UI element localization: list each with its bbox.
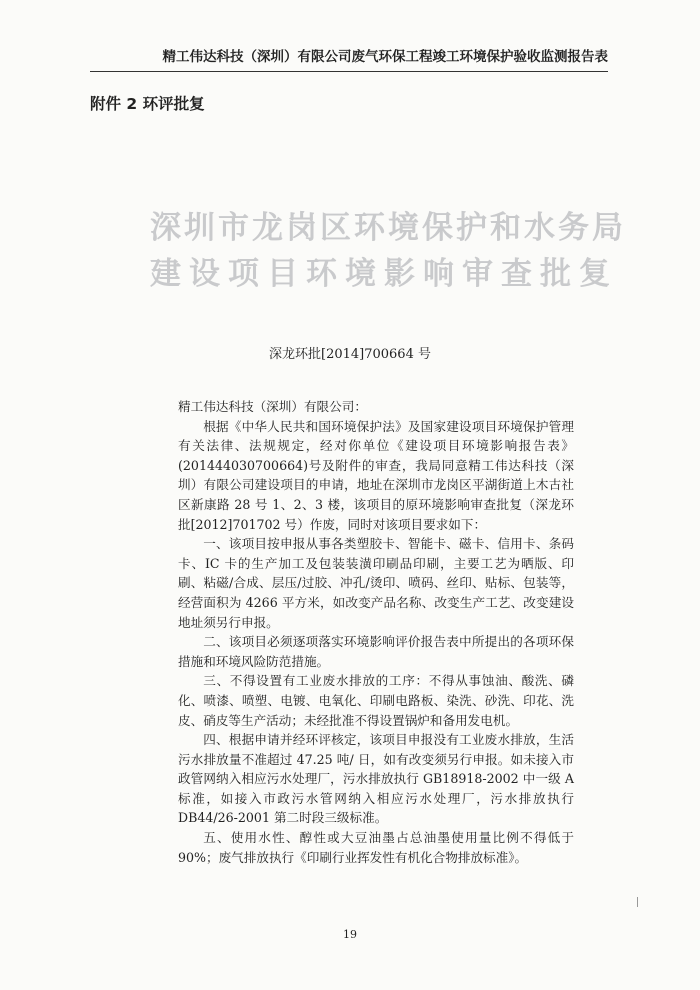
- paragraph-intro: 根据《中华人民共和国环境保护法》及国家建设项目环境保护管理有关法律、法规规定，经对你单位《建设项目环境影响报告表》(201444030700664)号及附件的审查，我局同意精工伟达科技（深圳）有限公司建设项目的申请，地址在深圳市龙岗区平湖街道上木古社区新康路 28 号 1、2、3 楼，该项目的原环境影响审查批复（深龙环批[2012]701702 号）作废，同时对该项目要求如下：: [178, 418, 574, 532]
- paragraph-requirement-2: 二、该项目必须逐项落实环境影响评价报告表中所提出的各项环保措施和环境风险防范措施。: [178, 634, 574, 669]
- running-header: 精工伟达科技（深圳）有限公司废气环保工程竣工环境保护验收监测报告表: [90, 45, 608, 72]
- approval-title-heading: 建设项目环境影响审查批复: [150, 256, 618, 292]
- document-number: 深龙环批[2014]700664 号: [269, 347, 431, 362]
- paragraph-requirement-1: 一、该项目按申报从事各类塑胶卡、智能卡、磁卡、信用卡、条码卡、IC 卡的生产加工及包装装潢印刷品印刷，主要工艺为晒版、印刷、粘磁/合成、层压/过胶、冲孔/烫印、喷码、丝印、贴标、包装等，经营面积为 4266 平方米，如改变产品名称、改变生产工艺、改变建设地址须另行申报。: [178, 536, 574, 630]
- paragraph-requirement-4: 四、根据申请并经环评核定，该项目申报没有工业废水排放，生活污水排放量不准超过 47.25 吨/ 日，如有改变须另行申报。如未接入市政管网纳入相应污水处理厂，污水排放执行 GB18918-2002 中一级 A 标准，如接入市政污水管网纳入相应污水处理厂，污水排放执行 DB44/26-2001 第二时段三级标准。: [178, 732, 574, 826]
- scan-mark: [637, 897, 638, 907]
- addressee: 精工伟达科技（深圳）有限公司：: [178, 399, 367, 414]
- paragraph-requirement-5: 五、使用水性、醇性或大豆油墨占总油墨使用量比例不得低于 90%；废气排放执行《印刷行业挥发性有机化合物排放标准》。: [178, 830, 574, 865]
- page-number: 19: [343, 928, 357, 941]
- approval-body: [178, 397, 574, 867]
- bureau-name-heading: 深圳市龙岗区环境保护和水务局: [150, 210, 626, 246]
- paragraph-requirement-3: 三、不得设置有工业废水排放的工序：不得从事蚀油、酸洗、磷化、喷漆、喷塑、电镀、电氧化、印刷电路板、染洗、砂洗、印花、洗皮、硝皮等生产活动；未经批准不得设置锅炉和备用发电机。: [178, 673, 574, 728]
- annex-title: 附件 2 环评批复: [90, 95, 205, 113]
